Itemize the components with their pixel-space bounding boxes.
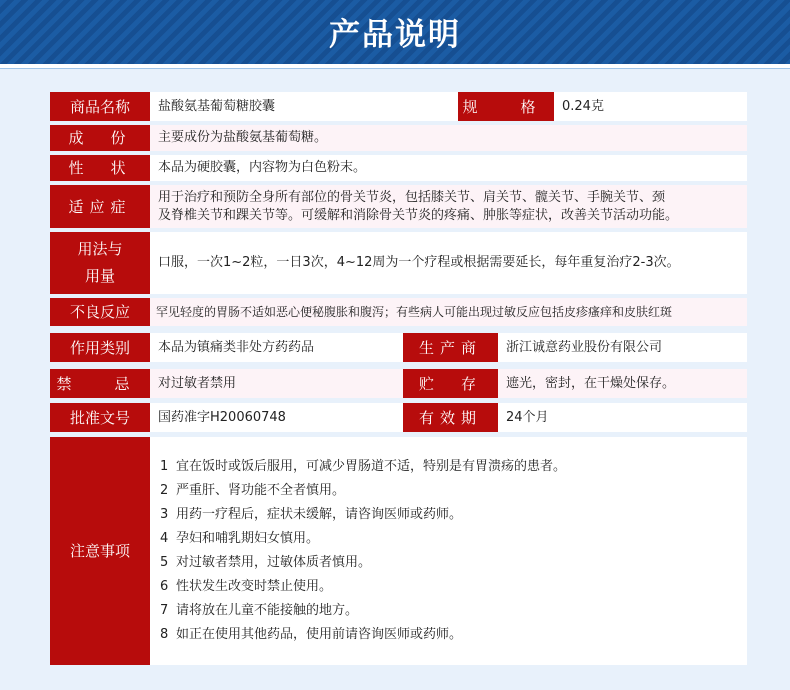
- precaution-item: [160, 527, 566, 551]
- row-dosage: [50, 232, 747, 294]
- row-adverse-reactions: [50, 298, 747, 326]
- precaution-item: [160, 599, 566, 623]
- validity-label: 有效期: [403, 403, 498, 432]
- spec-label: 规 格: [458, 92, 554, 121]
- storage-value: 遮光，密封，在干燥处保存。: [506, 375, 676, 391]
- indications-line-1: 用于治疗和预防全身所有部位的骨关节炎，包括膝关节、肩关节、髋关节、手腕关节、颈: [158, 189, 666, 205]
- spec-value: 0.24克: [562, 98, 604, 114]
- precaution-text: 用药一疗程后，症状未缓解，请咨询医师或药师。: [176, 507, 463, 522]
- precaution-number: 7: [160, 603, 169, 618]
- precaution-item: [160, 575, 566, 599]
- product-name-label: 商品名称: [50, 92, 150, 121]
- precaution-text: 宜在饭时或饭后服用，可减少胃肠道不适，特别是有胃溃疡的患者。: [176, 459, 567, 474]
- precaution-number: 2: [160, 483, 169, 498]
- adverse-label: 不良反应: [50, 298, 150, 326]
- precaution-number: 5: [160, 555, 169, 570]
- validity-value: 24个月: [506, 409, 549, 425]
- category-value: 本品为镇痛类非处方药药品: [158, 339, 315, 355]
- product-name-value: 盐酸氨基葡萄糖胶囊: [158, 98, 276, 114]
- row-product-name: [50, 92, 747, 121]
- precaution-number: 6: [160, 579, 169, 594]
- approval-value: 国药准字H20060748: [158, 409, 286, 425]
- indications-value: [150, 185, 747, 228]
- storage-label: 贮 存: [403, 369, 498, 398]
- dosage-value: 口服，一次1~2粒，一日3次，4~12周为一个疗程或根据需要延长，每年重复治疗2-3次。: [158, 255, 680, 270]
- contraindication-value: 对过敏者禁用: [158, 375, 237, 391]
- dosage-label-line-2: 用量: [84, 267, 115, 285]
- precaution-item: [160, 503, 566, 527]
- row-category: [50, 333, 747, 362]
- precaution-number: 4: [160, 531, 169, 546]
- precaution-item: [160, 623, 566, 647]
- appearance-value: 本品为硬胶囊，内容物为白色粉末。: [158, 160, 367, 175]
- precaution-text: 性状发生改变时禁止使用。: [176, 579, 333, 594]
- precaution-text: 请将放在儿童不能接触的地方。: [176, 603, 359, 618]
- row-contraindication: [50, 369, 747, 398]
- dosage-label-line-1: 用法与: [77, 240, 123, 258]
- adverse-value: 罕见轻度的胃肠不适如恶心便秘腹胀和腹泻；有些病人可能出现过敏反应包括皮疹瘙痒和皮肤红斑: [156, 305, 673, 319]
- precaution-text: 如正在使用其他药品，使用前请咨询医师或药师。: [176, 627, 463, 642]
- precaution-number: 1: [160, 459, 169, 474]
- precaution-text: 严重肝、肾功能不全者慎用。: [176, 483, 346, 498]
- row-approval: [50, 403, 747, 432]
- precautions-label: 注意事项: [50, 437, 150, 665]
- header-divider-line: [0, 68, 790, 69]
- precaution-item: [160, 551, 566, 575]
- indications-label: 适应症: [50, 185, 150, 228]
- precaution-number: 3: [160, 507, 169, 522]
- dosage-label: [50, 232, 150, 294]
- ingredients-label: 成 份: [50, 125, 150, 151]
- approval-label: 批准文号: [50, 403, 150, 432]
- page-title: 产品说明: [329, 17, 461, 53]
- category-label: 作用类别: [50, 333, 150, 362]
- precautions-list: [160, 455, 566, 647]
- precaution-item: [160, 455, 566, 479]
- manufacturer-label: 生产商: [403, 333, 498, 362]
- precaution-number: 8: [160, 627, 169, 642]
- precaution-text: 对过敏者禁用，过敏体质者慎用。: [176, 555, 372, 570]
- ingredients-value: 主要成份为盐酸氨基葡萄糖。: [158, 130, 328, 145]
- row-ingredients: [50, 125, 747, 151]
- precaution-item: [160, 479, 566, 503]
- manufacturer-value: 浙江诚意药业股份有限公司: [498, 333, 747, 362]
- appearance-label: 性 状: [50, 155, 150, 181]
- contraindication-label: 禁 忌: [50, 369, 150, 398]
- indications-line-2: 及脊椎关节和踝关节等。可缓解和消除骨关节炎的疼痛、肿胀等症状，改善关节活动功能。: [158, 207, 679, 223]
- precaution-text: 孕妇和哺乳期妇女慎用。: [176, 531, 320, 546]
- row-precautions: [50, 437, 747, 665]
- row-appearance: [50, 155, 747, 181]
- row-indications: [50, 185, 747, 228]
